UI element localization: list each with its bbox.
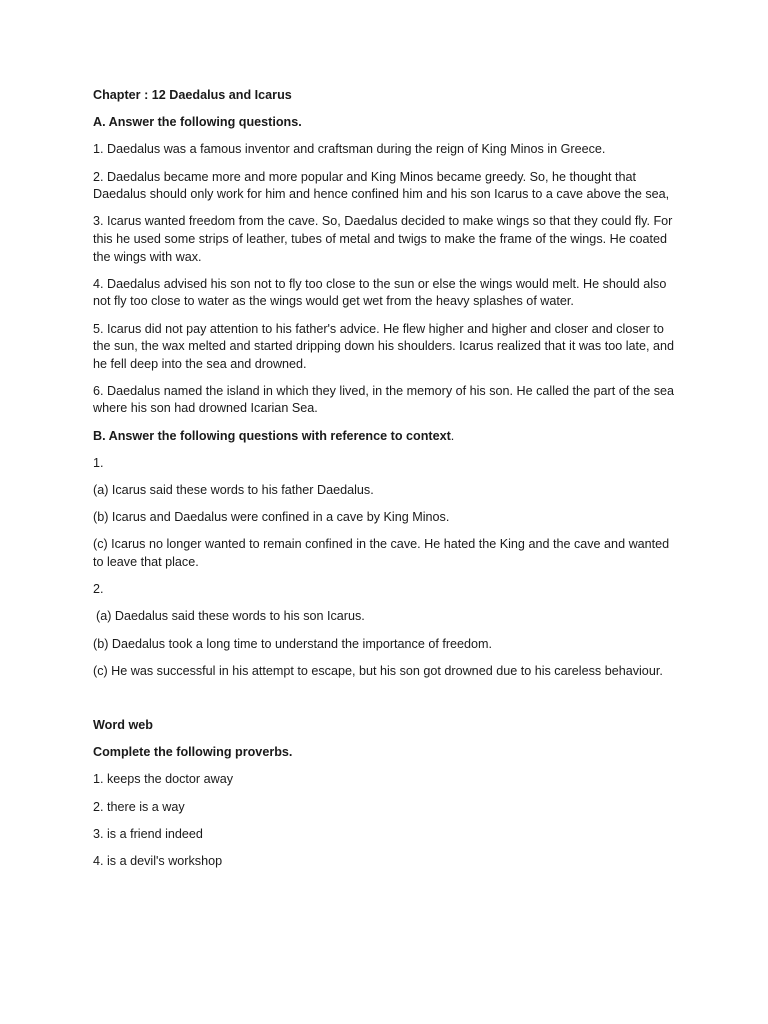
spacer — [93, 690, 683, 717]
answer-b2b: (b) Daedalus took a long time to understand the importance of freedom. — [93, 636, 493, 651]
answer-b1c: (c) Icarus no longer wanted to remain confined in the cave. He hated the King and the cave and wanted to leave that place. — [93, 537, 670, 569]
chapter-title: Chapter : 12 Daedalus and Icarus — [93, 88, 292, 102]
proverb-1: 1. keeps the doctor away — [93, 772, 234, 787]
proverb-2: 2. there is a way — [93, 799, 185, 814]
group-1-number: 1. — [93, 455, 104, 470]
group-2-number: 2. — [93, 582, 104, 597]
section-a-heading: A. Answer the following questions. — [93, 115, 302, 130]
section-b-heading-suffix: . — [450, 428, 455, 443]
answer-a4: 4. Daedalus advised his son not to fly too close to the sun or else the wings would melt. He should also not fly too close to water as the wings would get wet from the heavy splashes of water. — [93, 276, 667, 309]
answer-a5: 5. Icarus did not pay attention to his father's advice. He flew higher and higher and closer and closer to the sun, the wax melted and started dripping down his shoulders. Icarus realized that it was too late, and he fell deep into the sea and drowned. — [93, 321, 675, 371]
answer-b2a: (a) Daedalus said these words to his son Icarus. — [96, 609, 365, 624]
proverb-3: 3. is a friend indeed — [93, 826, 203, 841]
section-b-heading: B. Answer the following questions with reference to context — [93, 428, 451, 443]
section-b-heading-line — [93, 428, 683, 446]
answer-a1: 1. Daedalus was a famous inventor and craftsman during the reign of King Minos in Greece. — [93, 142, 606, 157]
answer-a2: 2. Daedalus became more and more popular and King Minos became greedy. So, he thought that Daedalus should only work for him and hence confined him and his son Icarus to a cave above the sea, — [93, 169, 670, 202]
answer-a6: 6. Daedalus named the island in which they lived, in the memory of his son. He called the part of the sea where his son had drowned Icarian Sea. — [93, 383, 675, 416]
answer-b1b: (b) Icarus and Daedalus were confined in a cave by King Minos. — [93, 510, 450, 525]
answer-b1a: (a) Icarus said these words to his father Daedalus. — [93, 483, 374, 498]
answer-b2c: (c) He was successful in his attempt to escape, but his son got drowned due to his careless behaviour. — [93, 663, 663, 678]
word-web-subheading: Complete the following proverbs. — [93, 745, 293, 760]
answer-a3: 3. Icarus wanted freedom from the cave. So, Daedalus decided to make wings so that they could fly. For this he used some strips of leather, tubes of metal and twigs to make the frame of the wings. He coated the wings with wax. — [93, 214, 673, 264]
word-web-heading: Word web — [93, 717, 153, 732]
document-body — [93, 87, 683, 880]
proverb-4: 4. is a devil's workshop — [93, 853, 223, 868]
